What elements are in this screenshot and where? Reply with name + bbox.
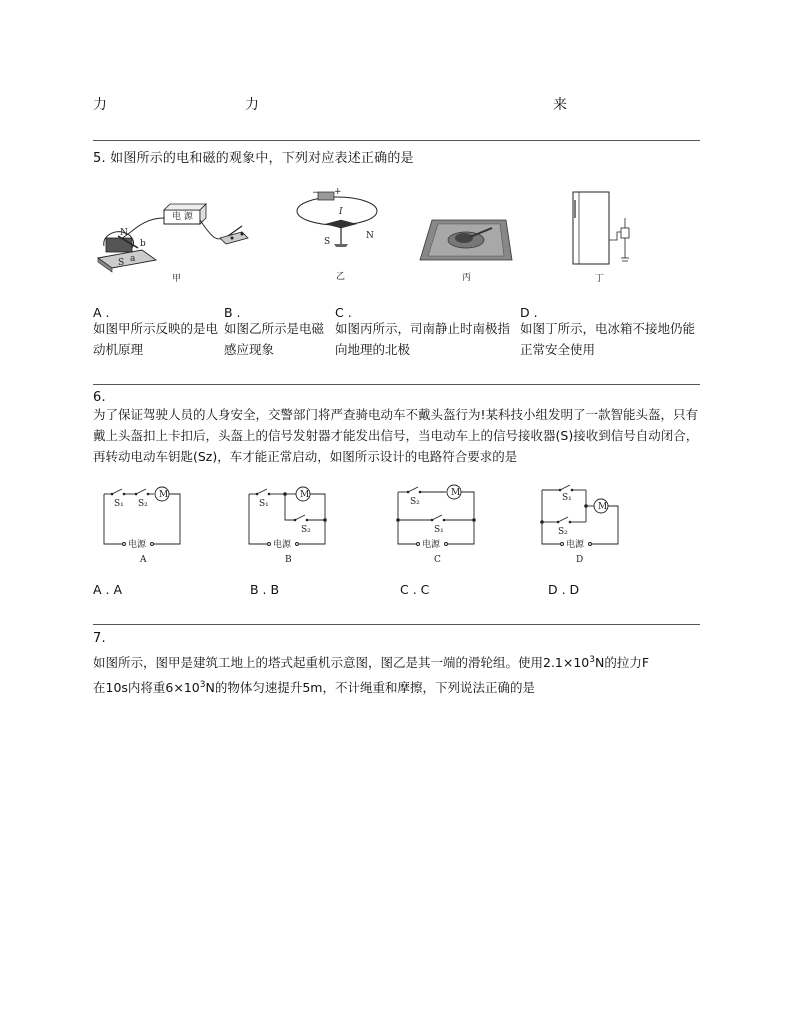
yi-minus: − [312,188,320,198]
q5-figure-yi [292,186,392,286]
q5-option-c-text: 如图丙所示，司南静止时南极指向地理的北极 [335,321,511,357]
circuit-c-s1: S₁ [434,525,444,535]
q6-answer-d: D . D [548,582,580,597]
yi-s: S [324,237,331,247]
yi-n: N [366,231,374,241]
divider [93,384,700,385]
circuit-d-caption: D [576,555,584,565]
top-char-1: 力 [93,97,107,113]
jia-n-label: N [120,228,128,238]
q7-number: 7. [93,631,106,646]
q5-figure-ding [565,188,645,288]
circuit-d-power: 电源 [566,540,585,550]
q7-line1-exp: 3 [589,655,595,665]
q5-option-d-text: 如图丁所示，电冰箱不接地仍能正常安全使用 [520,321,696,357]
q5-figure-bing [418,210,514,288]
q5-figure-jia [92,188,252,288]
q7-line1-post: N的拉力F [595,655,650,671]
divider [93,140,700,141]
yi-plus: + [334,187,342,197]
q5-option-b-label: B . [224,305,241,320]
jia-power-label: 电 源 [172,212,193,222]
circuit-a-caption: A [140,555,147,565]
q6-circuit-c [392,480,482,570]
q7-line2-post: N的物体匀速提升5m，不计绳重和摩擦，下列说法正确的是 [205,680,535,696]
circuit-b-s1: S₁ [259,499,269,509]
q6-answer-b: B . B [250,582,280,597]
q5-title: 5. 如图所示的电和磁的观象中，下列对应表述正确的是 [93,151,414,166]
circuit-b-power: 电源 [273,540,292,550]
q5-option-c-label: C . [335,305,352,320]
circuit-a-power: 电源 [128,540,147,550]
jia-s-label: S [118,258,125,268]
q6-number: 6. [93,390,106,405]
jia-a-label: a [130,254,136,264]
q7-line2-exp: 3 [199,680,206,690]
q5-option-a-label: A . [93,305,110,320]
circuit-d-motor: M [598,502,608,512]
circuit-b-caption: B [285,555,292,565]
top-char-2: 力 [245,97,259,113]
circuit-a-s1: S₁ [114,499,124,509]
circuit-d-s1: S₁ [562,493,572,503]
yi-caption: 乙 [336,272,346,282]
q7-line1-pre: 如图所示，图甲是建筑工地上的塔式起重机示意图，图乙是其一端的滑轮组。使用2.1×10 [93,655,590,671]
q6-answer-c: C . C [400,582,430,597]
circuit-c-caption: C [434,555,441,565]
q7-line-1 [93,650,703,673]
circuit-c-s2: S₂ [410,497,420,507]
q5-option-b-text: 如图乙所示是电磁感应现象 [224,321,325,357]
yi-current: I [339,207,343,217]
ding-caption: 丁 [595,274,605,284]
circuit-d-s2: S₂ [558,527,568,537]
jia-caption: 甲 [172,274,182,284]
q6-circuit-a [98,480,188,570]
q6-answer-a: A . A [93,582,123,597]
q6-body: 为了保证驾驶人员的人身安全，交警部门将严查骑电动车不戴头盔行为!某科技小组发明了一款智能头盔，只有戴上头盔扣上卡扣后，头盔上的信号发射器才能发出信号，当电动车上的信号接收器(S)接收到信号自动闭合，再转动电动车钥匙(Sz)，车才能正常启动，如图所示设计的电路符合要求的是 [93,407,699,464]
circuit-b-s2: S₂ [301,525,311,535]
circuit-c-motor: M [451,488,461,498]
q6-circuit-d [536,476,626,570]
circuit-c-power: 电源 [422,540,441,550]
divider [93,624,700,625]
circuit-b-motor: M [300,490,310,500]
top-char-3: 来 [553,97,567,113]
circuit-a-motor: M [159,490,169,500]
q5-option-d-label: D . [520,305,538,320]
q6-circuit-b [243,480,333,570]
circuit-a-s2: S₂ [138,499,148,509]
jia-b-label: b [140,239,146,249]
q5-option-a-text: 如图甲所示反映的是电动机原理 [93,321,219,357]
q7-line2-pre: 在10s内将重6×10 [93,680,200,696]
bing-caption: 丙 [462,273,472,283]
q7-line-2 [93,675,703,698]
